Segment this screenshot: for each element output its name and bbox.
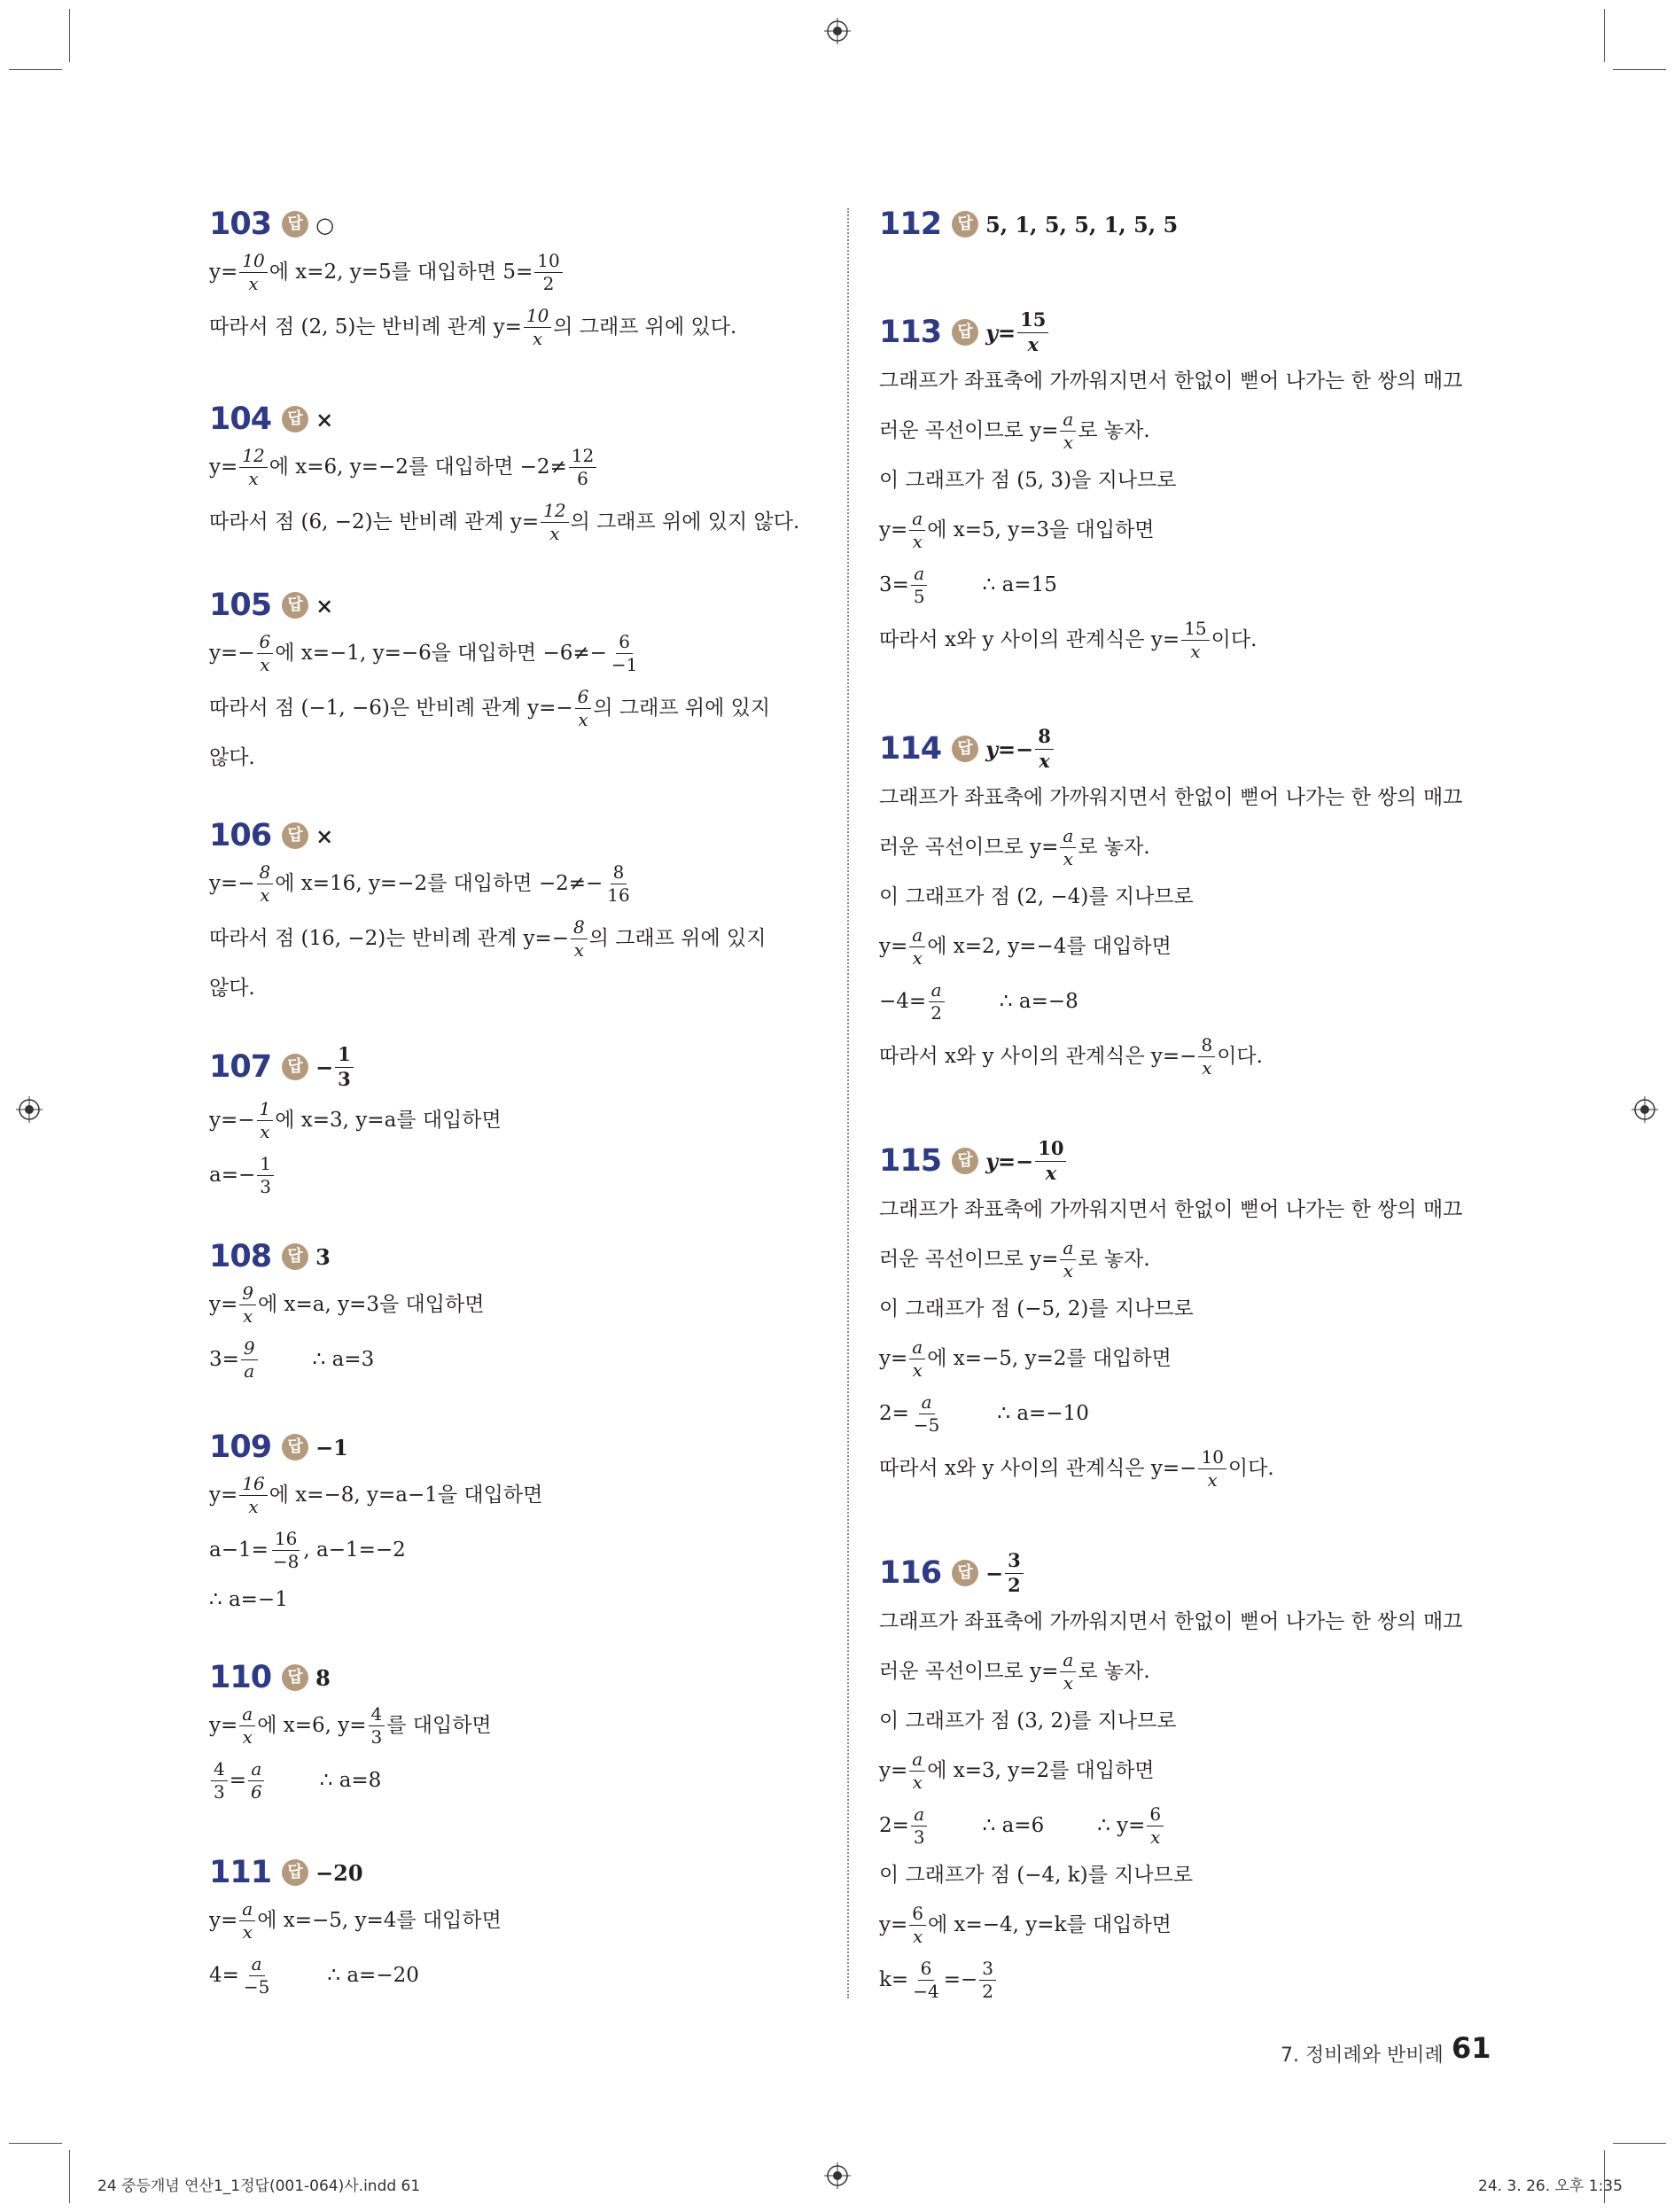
solution-line: 러운 곡선이므로 y= $\frac{a}{x}$ 로 놓자. [879, 408, 1150, 453]
solution-line: y=− $\frac{6}{x}$ 에 x=−1, y=−6을 대입하면 −6≠− $\frac{6}{-1}$ [209, 630, 638, 675]
solution-line: 그래프가 좌표축에 가까워지면서 한없이 뻗어 나가는 한 쌍의 매끄 [879, 1197, 1463, 1221]
page-number: 61 [1452, 2031, 1491, 2065]
solution-line: 이 그래프가 점 (−4, k)를 지나므로 [879, 1863, 1194, 1887]
solution-line: 러운 곡선이므로 y= $\frac{a}{x}$ 로 놓자. [879, 1236, 1150, 1281]
solution-line: 3= $\frac{9}{a}$ ∴ a=3 [209, 1336, 375, 1382]
problem-number: 105 [209, 588, 272, 623]
solution-line: 따라서 점 (−1, −6)은 반비례 관계 y=− $\frac{6}{x}$ 의 그래프 위에 있지 [209, 685, 771, 730]
problem-110 [209, 1657, 821, 1808]
solution-line: 그래프가 좌표축에 가까워지면서 한없이 뻗어 나가는 한 쌍의 매끄 [879, 785, 1463, 809]
answer-badge-icon: 답 [282, 1434, 308, 1460]
problem-116 [879, 1546, 1499, 2007]
crop-mark [9, 69, 62, 70]
crop-mark [1613, 2143, 1666, 2144]
problem-number: 107 [209, 1049, 272, 1085]
answer: y= $\frac{15}{x}$ [985, 310, 1050, 354]
answer: y=− $\frac{10}{x}$ [985, 1139, 1068, 1182]
problem-103 [209, 204, 821, 354]
solution-line: ∴ a=−1 [209, 1587, 288, 1611]
solution-line: 이 그래프가 점 (3, 2)를 지나므로 [879, 1709, 1177, 1733]
problem-106 [209, 815, 821, 1010]
problem-107 [209, 1041, 821, 1203]
answer-badge-icon: 답 [952, 211, 978, 238]
registration-mark-icon [16, 1096, 43, 1123]
solution-line: y= $\frac{a}{x}$ 에 x=5, y=3을 대입하면 [879, 507, 1155, 552]
answer-badge-icon: 답 [952, 1148, 978, 1174]
problem-104 [209, 399, 821, 549]
solution-line: −4= $\frac{a}{2}$ ∴ a=−8 [879, 978, 1078, 1024]
answer-badge-icon: 답 [282, 211, 308, 238]
print-slug-filename: 24 중등개념 연산1_1정답(001-064)사.indd 61 [97, 2177, 421, 2195]
problem-115 [879, 1134, 1499, 1496]
solution-line: y= $\frac{16}{x}$ 에 x=−8, y=a−1을 대입하면 [209, 1472, 543, 1517]
answer-badge-icon: 답 [282, 1243, 308, 1270]
solution-line: k= $\frac{6}{-4}$ =− $\frac{3}{2}$ [879, 1952, 1499, 2007]
solution-line: 따라서 x와 y 사이의 관계식은 y=− $\frac{8}{x}$ 이다. [879, 1033, 1263, 1079]
crop-mark [9, 2143, 62, 2144]
solution-line: $\frac{4}{3}$ = $\frac{a}{6}$ ∴ a=8 [209, 1753, 821, 1808]
solution-line: 러운 곡선이므로 y= $\frac{a}{x}$ 로 놓자. [879, 1648, 1150, 1694]
problem-number: 114 [879, 731, 942, 767]
solution-line: 따라서 점 (16, −2)는 반비례 관계 y=− $\frac{8}{x}$ 의 그래프 위에 있지 [209, 915, 767, 961]
solution-line: 4= $\frac{a}{-5}$ ∴ a=−20 [209, 1952, 419, 1998]
problem-number: 111 [209, 1855, 272, 1890]
answer-badge-icon: 답 [952, 1560, 978, 1586]
solution-line: 3= $\frac{a}{5}$ ∴ a=15 [879, 562, 1057, 607]
answer: − $\frac{3}{2}$ [985, 1551, 1025, 1594]
crop-mark [69, 9, 70, 62]
solution-line: y= $\frac{a}{x}$ 에 x=3, y=2를 대입하면 [879, 1748, 1155, 1793]
answer-badge-icon: 답 [952, 736, 978, 762]
solution-line: y= $\frac{a}{x}$ 에 x=−5, y=2를 대입하면 [879, 1336, 1172, 1381]
solution-line: y=− $\frac{1}{x}$ 에 x=3, y=a를 대입하면 [209, 1097, 502, 1142]
print-slug-timestamp: 24. 3. 26. 오후 1:35 [1478, 2177, 1623, 2195]
answer-badge-icon: 답 [282, 406, 308, 432]
answer: −1 [315, 1434, 348, 1460]
registration-mark-icon [1631, 1096, 1658, 1123]
problem-number: 116 [879, 1555, 942, 1591]
registration-mark-icon [824, 18, 851, 44]
answer: 3 [315, 1243, 331, 1270]
solution-line: 러운 곡선이므로 y= $\frac{a}{x}$ 로 놓자. [879, 824, 1150, 869]
solution-line: 그래프가 좌표축에 가까워지면서 한없이 뻗어 나가는 한 쌍의 매끄 [879, 1609, 1463, 1633]
solution-line: 2= $\frac{a}{-5}$ ∴ a=−10 [879, 1390, 1089, 1436]
solution-line: a−1= $\frac{16}{-8}$ , a−1=−2 [209, 1527, 406, 1572]
crop-mark [69, 2150, 70, 2203]
answer: ○ [315, 211, 335, 238]
solution-line: 2= $\frac{a}{3}$ ∴ a=6 ∴ y= $\frac{6}{x}$ [879, 1798, 1499, 1853]
solution-line: 그래프가 좌표축에 가까워지면서 한없이 뻗어 나가는 한 쌍의 매끄 [879, 369, 1463, 393]
solution-line: 따라서 x와 y 사이의 관계식은 y= $\frac{15}{x}$ 이다. [879, 617, 1257, 662]
problem-111 [209, 1852, 821, 2003]
answer: y=− $\frac{8}{x}$ [985, 727, 1055, 770]
problem-number: 115 [879, 1143, 942, 1179]
problem-114 [879, 722, 1499, 1084]
solution-line: 않다. [209, 745, 255, 769]
answer: −20 [315, 1859, 363, 1886]
answer-badge-icon: 답 [282, 1664, 308, 1691]
solution-line: y= $\frac{a}{x}$ 에 x=−5, y=4를 대입하면 [209, 1897, 502, 1943]
problem-108 [209, 1236, 821, 1387]
solution-line: y=− $\frac{8}{x}$ 에 x=16, y=−2를 대입하면 −2≠− $\frac{8}{16}$ [209, 861, 630, 906]
crop-mark [1604, 9, 1605, 62]
crop-mark [1613, 69, 1666, 70]
solution-line: y= $\frac{10}{x}$ 에 x=2, y=5를 대입하면 5= $\frac{10}{2}$ [209, 245, 821, 300]
problem-105 [209, 585, 821, 780]
solution-line: 이 그래프가 점 (2, −4)를 지나므로 [879, 884, 1194, 908]
answer-badge-icon: 답 [282, 592, 308, 619]
problem-number: 103 [209, 206, 272, 242]
solution-line: y= $\frac{a}{x}$ 에 x=6, y= $\frac{4}{3}$ 를 대입하면 [209, 1702, 492, 1748]
solution-line: y= $\frac{a}{x}$ 에 x=2, y=−4를 대입하면 [879, 923, 1172, 969]
answer: 8 [315, 1664, 331, 1691]
solution-line: y= $\frac{6}{x}$ 에 x=−4, y=k를 대입하면 [879, 1902, 1172, 1947]
problem-number: 104 [209, 401, 272, 437]
solution-line: 이 그래프가 점 (−5, 2)를 지나므로 [879, 1297, 1194, 1320]
answer: × [315, 406, 334, 432]
problem-113 [879, 306, 1499, 667]
solution-line: a=− $\frac{1}{3}$ [209, 1148, 821, 1203]
problem-112 [879, 204, 1499, 245]
problem-109 [209, 1427, 821, 1622]
problem-number: 112 [879, 206, 942, 242]
solution-line: 따라서 점 (2, 5)는 반비례 관계 y= $\frac{10}{x}$ 의 그래프 위에 있다. [209, 304, 737, 349]
problem-number: 108 [209, 1239, 272, 1274]
answer-badge-icon: 답 [282, 822, 308, 849]
problem-number: 109 [209, 1429, 272, 1465]
chapter-title: 7. 정비례와 반비례 [1281, 2045, 1444, 2067]
answer: 5, 1, 5, 5, 1, 5, 5 [985, 211, 1179, 238]
answer: × [315, 592, 334, 619]
answer-badge-icon: 답 [282, 1054, 308, 1080]
solution-line: y= $\frac{9}{x}$ 에 x=a, y=3을 대입하면 [209, 1281, 485, 1327]
solution-line: 이 그래프가 점 (5, 3)을 지나므로 [879, 468, 1177, 492]
problem-number: 110 [209, 1660, 272, 1695]
solution-line: 않다. [209, 976, 255, 1000]
solution-line: y= $\frac{12}{x}$ 에 x=6, y=−2를 대입하면 −2≠ $\frac{12}{6}$ [209, 440, 821, 495]
solution-line: 따라서 점 (6, −2)는 반비례 관계 y= $\frac{12}{x}$ 의 그래프 위에 있지 않다. [209, 499, 800, 544]
column-divider [847, 208, 849, 1998]
problem-number: 106 [209, 818, 272, 853]
registration-mark-icon [824, 2162, 851, 2189]
answer: − $\frac{1}{3}$ [315, 1045, 355, 1088]
answer-badge-icon: 답 [952, 319, 978, 346]
answer-badge-icon: 답 [282, 1859, 308, 1886]
answer: × [315, 822, 334, 849]
problem-number: 113 [879, 315, 942, 350]
solution-line: 따라서 x와 y 사이의 관계식은 y=− $\frac{10}{x}$ 이다. [879, 1445, 1274, 1491]
